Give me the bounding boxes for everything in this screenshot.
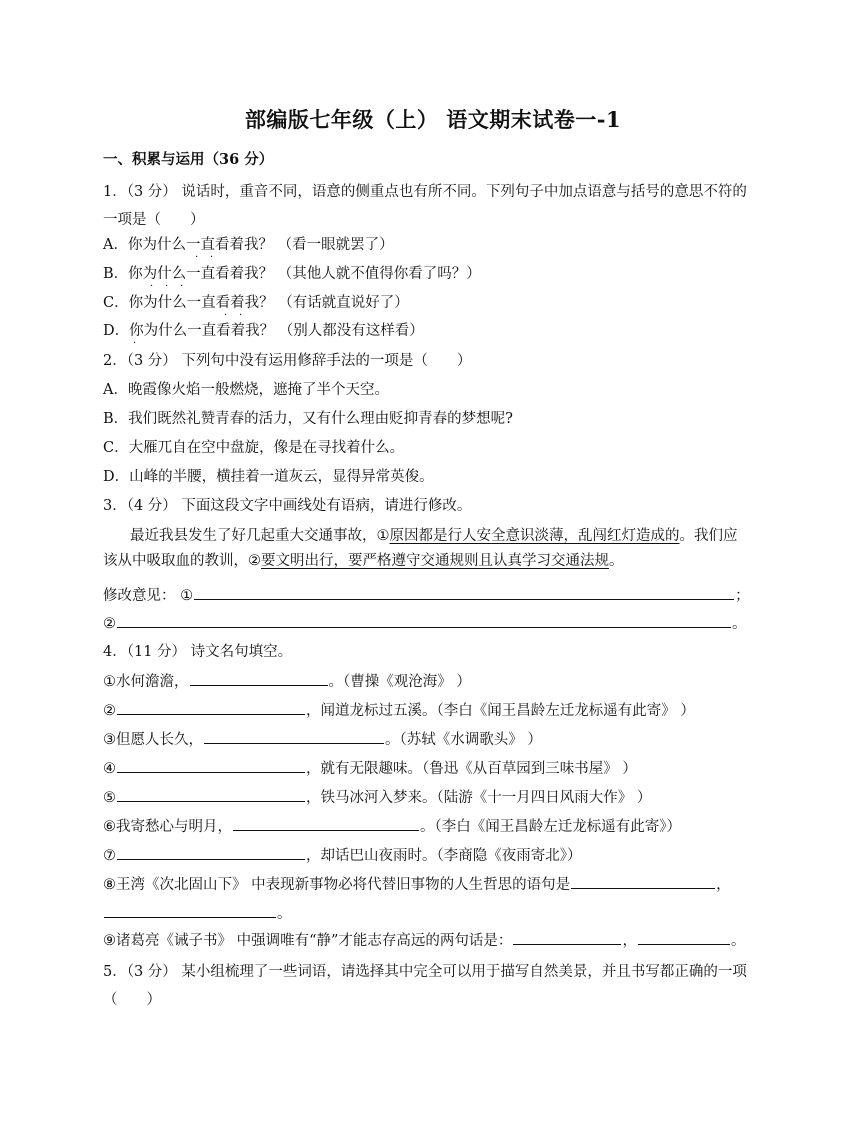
circled-number: ⑤ [103, 790, 116, 806]
q4-item-2 [103, 699, 695, 720]
verse-source: 。（曹操《观沧海》 ） [328, 674, 471, 690]
verse-text: 我寄愁心与明月， [116, 819, 232, 835]
verse-source: ，就有无限趣味。（鲁迅《从百草园到三味书屋》 ） [306, 761, 637, 777]
q1-option-d [103, 319, 424, 340]
q4-item-9 [103, 929, 745, 950]
q4-item-8-cont [103, 902, 292, 923]
paragraph-text: 该从中吸取血的教训， [103, 553, 248, 569]
answer-blank[interactable] [117, 700, 305, 715]
circled-number: ① [376, 528, 390, 544]
emphasis-dot: · [150, 281, 154, 292]
circled-number: ⑦ [103, 848, 116, 864]
answer-blank[interactable] [104, 903, 276, 918]
emphasis-dot: · [180, 281, 184, 292]
q4-item-8 [103, 873, 731, 894]
punctuation: ； [735, 588, 750, 604]
q4-item-3 [103, 728, 542, 749]
verse-source: 。（李白《闻王昌龄左迁龙标遥有此寄》） [420, 819, 681, 835]
punctuation: ， [622, 933, 637, 949]
question-text: 诸葛亮《诫子书》 中强调唯有“静”才能志存高远的两句话是： [116, 933, 513, 949]
paragraph-text: 。我们应 [679, 528, 738, 544]
answer-blank[interactable] [117, 758, 305, 773]
page-title: 部编版七年级（上） 语文期末试卷一-1 [244, 107, 622, 132]
q2-option-a: A．晚霞像火焰一般燃烧，遮掩了半个天空。 [103, 382, 389, 398]
answer-blank[interactable] [117, 613, 731, 628]
section-heading: 一、积累与运用（36 分） [103, 151, 274, 168]
q3-revision-line2 [103, 612, 747, 633]
answer-blank[interactable] [638, 930, 730, 945]
punctuation: ， [716, 877, 731, 893]
option-note: （别人都没有这样看） [278, 323, 424, 339]
verse-text: 但愿人长久， [116, 732, 203, 748]
q2-stem: 2．（3 分） 下列句中没有运用修辞手法的一项是（ ） [103, 353, 472, 369]
circled-number: ④ [103, 761, 116, 777]
circled-number: ⑧ [103, 877, 116, 893]
q4-item-7 [103, 844, 582, 865]
q2-option-d: D．山峰的半腰，横挂着一道灰云，显得异常英俊。 [103, 469, 434, 485]
answer-blank[interactable] [117, 787, 305, 802]
emphasis-dot: · [133, 338, 137, 349]
circled-number: ① [180, 588, 194, 604]
circled-number: ⑥ [103, 819, 116, 835]
punctuation: 。 [277, 906, 292, 922]
answer-blank[interactable] [117, 845, 305, 860]
circled-number: ⑨ [103, 933, 116, 949]
emphasis-dot: · [224, 310, 228, 321]
circled-number: ② [248, 553, 261, 569]
verse-text: 水何澹澹， [116, 674, 189, 690]
q4-item-4 [103, 757, 637, 778]
option-text: B．你为什么一直看着我？ [103, 266, 274, 282]
q3-revision-line1 [103, 584, 750, 605]
paragraph-text: 最近我县发生了好几起重大交通事故， [130, 528, 377, 544]
answer-blank[interactable] [194, 585, 734, 600]
punctuation: 。 [730, 933, 746, 949]
answer-blank[interactable] [233, 816, 419, 831]
question-text: 王湾《次北固山下》 中表现新事物必将代替旧事物的人生哲思的语句是 [116, 877, 571, 893]
option-text: A．你为什么一直看着我？ [103, 237, 273, 253]
q3-stem: 3．（4 分） 下面这段文字中画线处有语病，请进行修改。 [103, 498, 472, 514]
q4-item-5 [103, 786, 651, 807]
q1-option-a [103, 233, 394, 254]
option-note: （看一眼就罢了） [277, 237, 394, 253]
verse-source: ，铁马冰河入梦来。（陆游《十一月四日风雨大作》 ） [306, 790, 652, 806]
revision-label: 修改意见： [103, 588, 176, 604]
option-note: （其他人就不值得你看了吗？） [277, 266, 481, 282]
q5-stem: 5．（3 分） 某小组梳理了一些词语，请选择其中完全可以用于描写自然美景，并且书写都正确的一项 [103, 964, 747, 980]
q2-option-c: C．大雁兀自在空中盘旋，像是在寻找着什么。 [103, 440, 405, 456]
q4-item-1 [103, 670, 471, 691]
q2-option-b: B．我们既然礼赞青春的活力，又有什么理由贬抑青春的梦想呢? [103, 411, 513, 427]
answer-blank[interactable] [513, 930, 621, 945]
emphasis-dot: · [165, 281, 169, 292]
q5-stem-cont: （ ） [103, 992, 161, 1008]
emphasis-dot: · [195, 252, 199, 263]
q4-item-6 [103, 815, 681, 836]
option-text: D．你为什么一直看着我？ [103, 323, 275, 339]
punctuation: 。 [732, 616, 747, 632]
q3-paragraph-line1 [130, 524, 738, 545]
circled-number: ① [103, 674, 116, 690]
option-note: （有话就直说好了） [278, 295, 409, 311]
verse-source: 。（苏轼《水调歌头》 ） [385, 732, 542, 748]
circled-number: ③ [103, 732, 116, 748]
circled-number: ② [103, 703, 116, 719]
emphasis-dot: · [210, 252, 214, 263]
circled-number: ② [103, 616, 116, 632]
q1-stem: 1．（3 分） 说话时，重音不同，语意的侧重点也有所不同。下列句子中加点语意与括号的意思不符的 [103, 184, 747, 200]
q1-stem-cont: 一项是（ ） [103, 212, 205, 228]
option-text: C．你为什么一直看着我？ [103, 295, 274, 311]
verse-source: ，闻道龙标过五溪。（李白《闻王昌龄左迁龙标遥有此寄》 ） [306, 703, 695, 719]
q1-option-c [103, 291, 409, 312]
underlined-sentence: 原因都是行人安全意识淡薄，乱闯红灯造成的 [389, 528, 680, 544]
answer-blank[interactable] [190, 671, 328, 686]
q3-paragraph-line2 [103, 549, 624, 570]
underlined-sentence: 要文明出行，要严格遵守交通规则且认真学习交通法规 [261, 553, 609, 569]
paragraph-text: 。 [609, 553, 624, 569]
answer-blank[interactable] [204, 729, 384, 744]
answer-blank[interactable] [571, 874, 715, 889]
q4-stem: 4．（11 分） 诗文名句填空。 [103, 644, 293, 660]
emphasis-dot: · [239, 310, 243, 321]
q1-option-b [103, 262, 481, 283]
verse-source: ，却话巴山夜雨时。（李商隐《夜雨寄北》） [306, 848, 582, 864]
